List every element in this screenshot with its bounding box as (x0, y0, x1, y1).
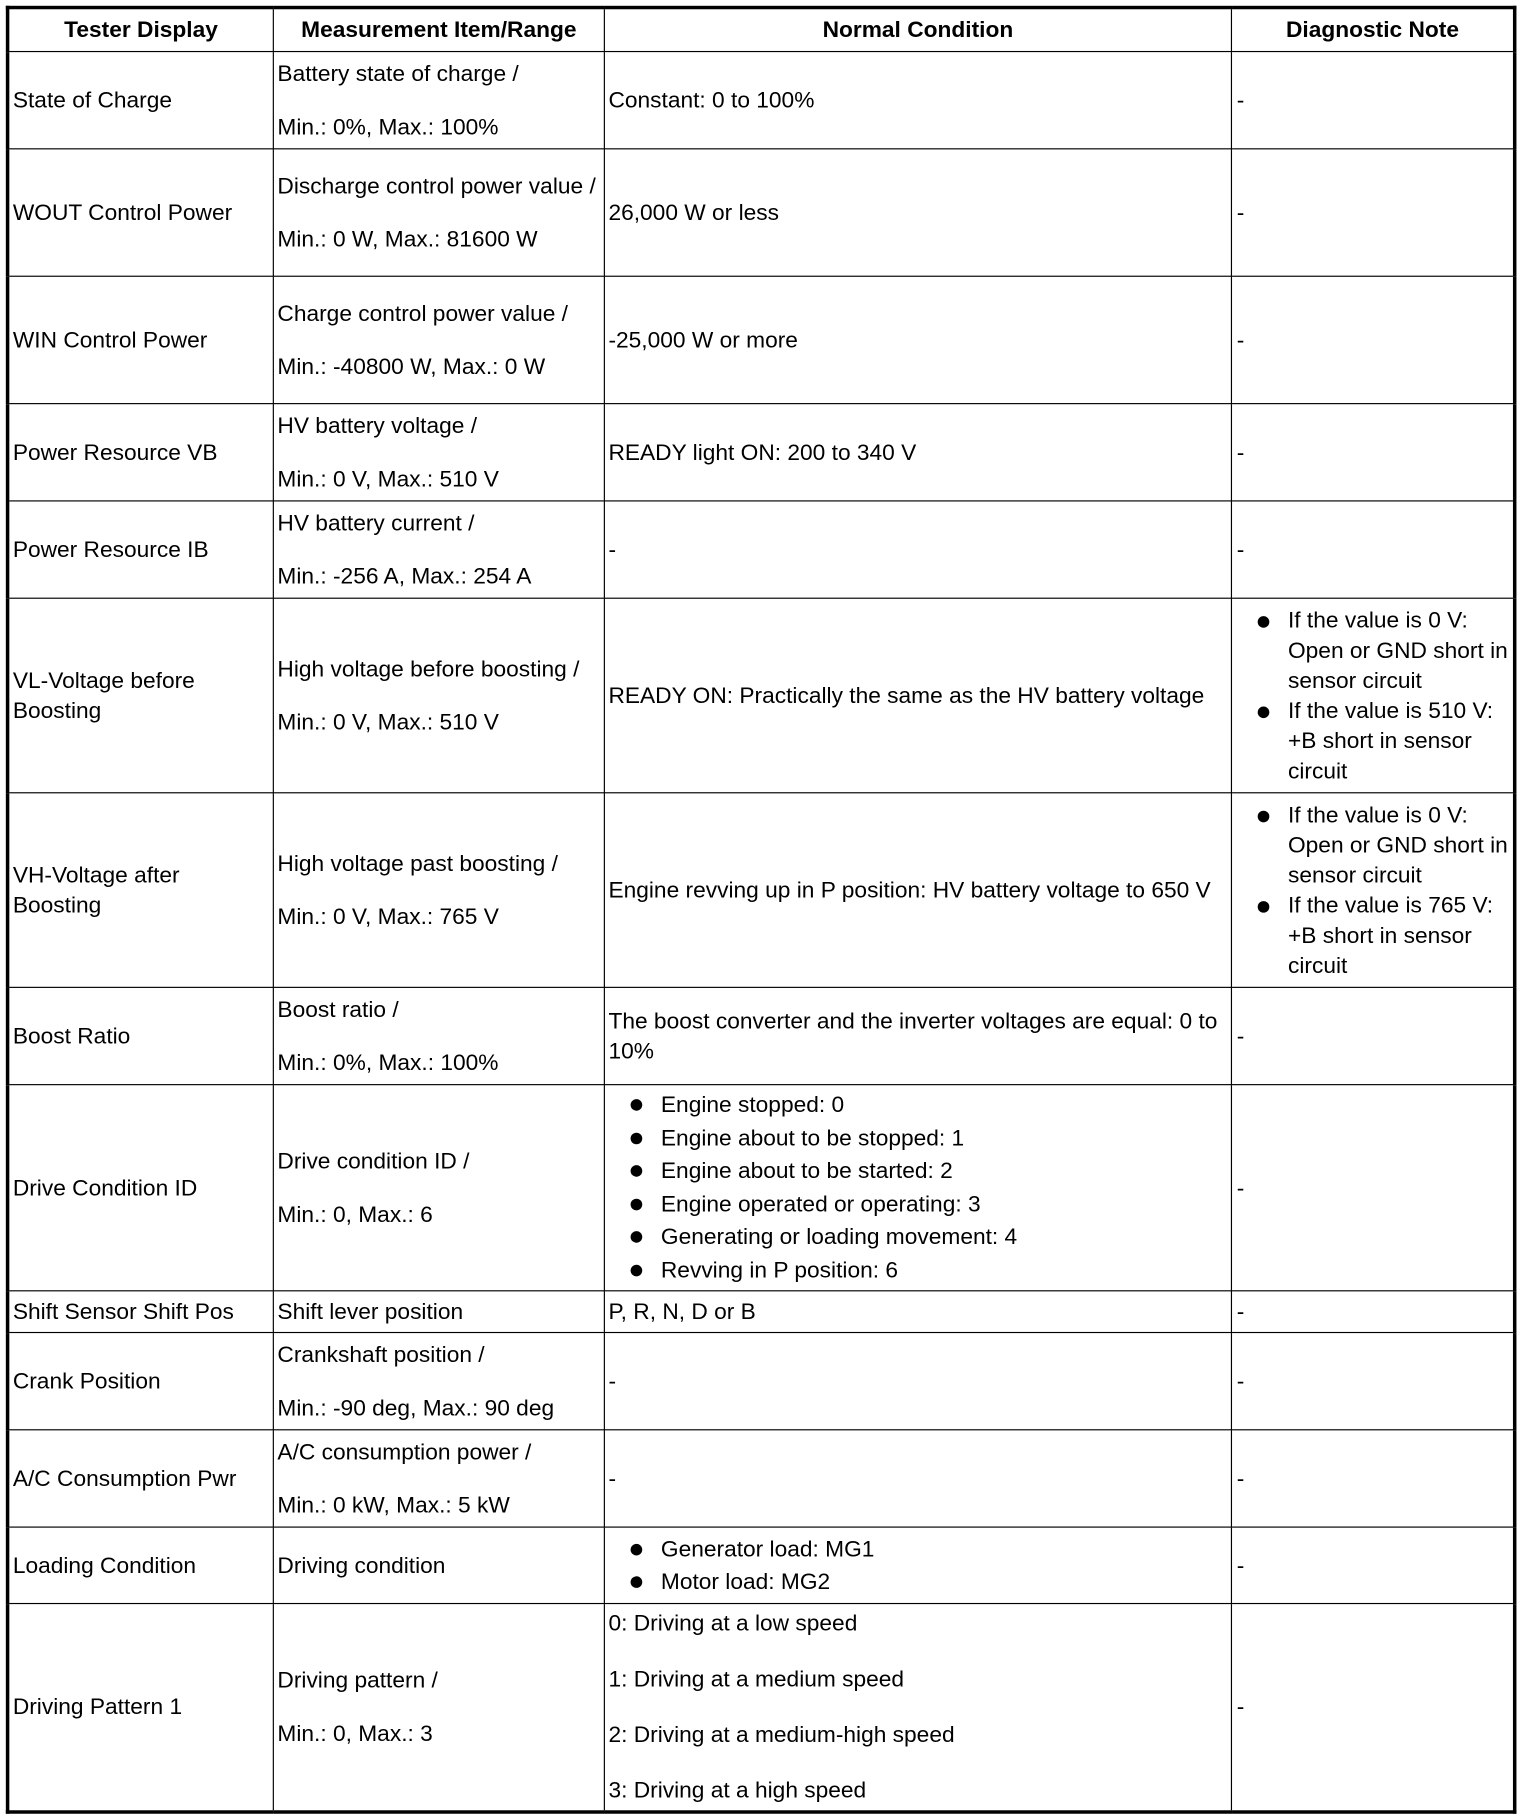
normal-cell: 26,000 W or less (604, 149, 1231, 276)
table-row (8, 1291, 1515, 1333)
normal-list-item: Engine stopped: 0 (608, 1089, 1227, 1122)
normal-cell: READY light ON: 200 to 340 V (604, 404, 1231, 501)
tester-display-cell: Boost Ratio (8, 987, 274, 1084)
header-tester-display: Tester Display (8, 8, 274, 52)
item-text: HV battery current / (277, 510, 475, 536)
table-row (8, 1430, 1515, 1527)
normal-cell (604, 1527, 1231, 1603)
measurement-cell (273, 1333, 604, 1430)
item-text: Drive condition ID / (277, 1148, 470, 1174)
measurement-cell (273, 501, 604, 598)
header-diagnostic-note: Diagnostic Note (1231, 8, 1514, 52)
tester-display-cell: A/C Consumption Pwr (8, 1430, 274, 1527)
range-text: Min.: 0, Max.: 3 (277, 1721, 433, 1747)
table-row (8, 501, 1515, 598)
note-list-item: If the value is 510 V: +B short in sensor circuit (1236, 695, 1510, 785)
table-row (8, 52, 1515, 149)
normal-cell: - (604, 1430, 1231, 1527)
measurement-cell (273, 1430, 604, 1527)
tester-display-cell: Loading Condition (8, 1527, 274, 1603)
note-cell: - (1231, 1291, 1514, 1333)
note-cell: - (1231, 1604, 1514, 1812)
tester-display-cell: Crank Position (8, 1333, 274, 1430)
note-list (1236, 800, 1510, 981)
measurement-cell (273, 793, 604, 988)
tester-display-cell: VH-Voltage after Boosting (8, 793, 274, 988)
measurement-cell: Driving condition (273, 1527, 604, 1603)
note-list-item: If the value is 0 V: Open or GND short in sensor circuit (1236, 800, 1510, 890)
note-cell: - (1231, 1085, 1514, 1291)
measurement-cell (273, 149, 604, 276)
note-cell: - (1231, 276, 1514, 403)
tester-display-cell: Power Resource IB (8, 501, 274, 598)
tester-display-cell: Shift Sensor Shift Pos (8, 1291, 274, 1333)
note-cell: - (1231, 987, 1514, 1084)
range-text: Min.: -40800 W, Max.: 0 W (277, 353, 546, 380)
measurement-cell (273, 404, 604, 501)
item-text: Boost ratio / (277, 996, 399, 1023)
normal-cell: - (604, 1333, 1231, 1430)
range-text: Min.: 0, Max.: 6 (277, 1201, 433, 1228)
range-text: Min.: 0 W, Max.: 81600 W (277, 226, 538, 252)
range-text: Min.: -256 A, Max.: 254 A (277, 563, 532, 589)
note-cell: - (1231, 52, 1514, 149)
measurement-cell (273, 598, 604, 793)
item-text: HV battery voltage / (277, 412, 478, 439)
normal-list-item: Motor load: MG2 (608, 1565, 1227, 1597)
range-text: Min.: 0 kW, Max.: 5 kW (277, 1492, 510, 1518)
note-list (1236, 605, 1510, 786)
note-cell (1231, 598, 1514, 793)
normal-list-item: Generating or loading movement: 4 (608, 1221, 1227, 1254)
normal-cell (604, 1604, 1231, 1812)
range-text: Min.: 0%, Max.: 100% (277, 1049, 499, 1076)
tester-display-cell: WIN Control Power (8, 276, 274, 403)
range-text: Min.: 0 V, Max.: 510 V (277, 466, 499, 492)
normal-line: 0: Driving at a low speed (608, 1611, 858, 1637)
table-row (8, 1085, 1515, 1291)
normal-list-item: Generator load: MG1 (608, 1533, 1227, 1565)
measurement-cell (273, 52, 604, 149)
note-cell: - (1231, 404, 1514, 501)
table-row (8, 404, 1515, 501)
table-row (8, 1333, 1515, 1430)
header-measurement-item: Measurement Item/Range (273, 8, 604, 52)
tester-display-cell: VL-Voltage before Boosting (8, 598, 274, 793)
item-text: Discharge control power value / (277, 173, 596, 199)
note-cell: - (1231, 1333, 1514, 1430)
normal-cell: The boost converter and the inverter voltages are equal: 0 to 10% (604, 987, 1231, 1084)
normal-cell: Constant: 0 to 100% (604, 52, 1231, 149)
measurement-cell (273, 1604, 604, 1812)
measurement-cell: Shift lever position (273, 1291, 604, 1333)
item-text: Battery state of charge / (277, 60, 519, 87)
normal-cell: P, R, N, D or B (604, 1291, 1231, 1333)
normal-cell (604, 1085, 1231, 1291)
normal-list-item: Engine about to be started: 2 (608, 1155, 1227, 1188)
range-text: Min.: 0%, Max.: 100% (277, 114, 499, 140)
item-text: High voltage past boosting / (277, 850, 558, 877)
range-text: Min.: 0 V, Max.: 510 V (277, 709, 499, 735)
item-text: Charge control power value / (277, 300, 569, 327)
normal-list (608, 1533, 1227, 1598)
normal-list-item: Revving in P position: 6 (608, 1254, 1227, 1287)
item-text: A/C consumption power / (277, 1439, 532, 1465)
normal-line: 3: Driving at a high speed (608, 1777, 867, 1804)
normal-cell: - (604, 501, 1231, 598)
tester-display-cell: Power Resource VB (8, 404, 274, 501)
normal-line: 2: Driving at a medium-high speed (608, 1722, 955, 1748)
measurement-cell (273, 987, 604, 1084)
note-cell: - (1231, 1527, 1514, 1603)
range-text: Min.: 0 V, Max.: 765 V (277, 903, 499, 930)
tester-display-cell: WOUT Control Power (8, 149, 274, 276)
normal-line: 1: Driving at a medium speed (608, 1666, 905, 1693)
normal-list (608, 1089, 1227, 1287)
item-text: Driving pattern / (277, 1667, 438, 1694)
note-cell (1231, 793, 1514, 988)
table-row (8, 276, 1515, 403)
table-row (8, 793, 1515, 988)
measurement-cell (273, 1085, 604, 1291)
table-row (8, 1527, 1515, 1603)
item-text: High voltage before boosting / (277, 656, 580, 682)
table-row (8, 987, 1515, 1084)
note-cell: - (1231, 501, 1514, 598)
note-cell: - (1231, 1430, 1514, 1527)
header-row (8, 8, 1515, 52)
range-text: Min.: -90 deg, Max.: 90 deg (277, 1395, 555, 1421)
normal-list-item: Engine about to be stopped: 1 (608, 1122, 1227, 1155)
normal-list-item: Engine operated or operating: 3 (608, 1188, 1227, 1221)
note-cell: - (1231, 149, 1514, 276)
normal-cell: Engine revving up in P position: HV battery voltage to 650 V (604, 793, 1231, 988)
measurement-cell (273, 276, 604, 403)
tester-display-cell: Driving Pattern 1 (8, 1604, 274, 1812)
table-row (8, 1604, 1515, 1812)
normal-cell: -25,000 W or more (604, 276, 1231, 403)
tester-display-cell: Drive Condition ID (8, 1085, 274, 1291)
item-text: Crankshaft position / (277, 1341, 485, 1368)
tester-display-cell: State of Charge (8, 52, 274, 149)
normal-cell: READY ON: Practically the same as the HV battery voltage (604, 598, 1231, 793)
note-list-item: If the value is 765 V: +B short in sensor circuit (1236, 890, 1510, 980)
table-row (8, 598, 1515, 793)
data-table (6, 6, 1517, 1814)
note-list-item: If the value is 0 V: Open or GND short in sensor circuit (1236, 605, 1510, 695)
header-normal-condition: Normal Condition (604, 8, 1231, 52)
table-row (8, 149, 1515, 276)
